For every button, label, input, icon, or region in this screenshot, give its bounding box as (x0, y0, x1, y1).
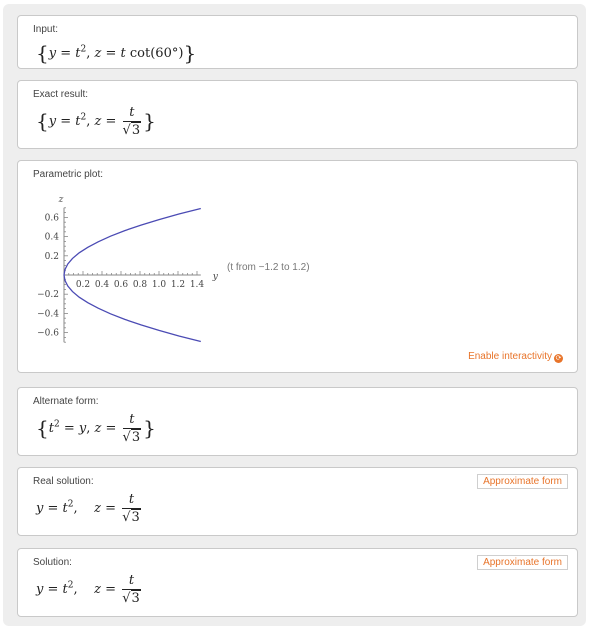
x-tick-label: 1.0 (151, 280, 167, 290)
x-tick-label: 0.4 (94, 280, 110, 290)
parametric-plot (28, 185, 258, 345)
input-pod-title: Input: (33, 24, 59, 35)
real-solution-title: Real solution: (33, 476, 94, 487)
real-solution-pod (17, 467, 578, 536)
exact-result-pod (17, 80, 578, 149)
parametric-plot-title: Parametric plot: (33, 169, 104, 180)
z-tick-label: 0.2 (44, 251, 59, 262)
alternate-form-title: Alternate form: (33, 396, 99, 407)
cot-text: cot(60°) (129, 46, 184, 61)
real-solution-expression: $y = t^2$, z = $\frac{t}{√3}$ (36, 492, 140, 525)
t-range-note: (t from −1.2 to 1.2) (227, 262, 310, 273)
z-tick-label: −0.4 (37, 309, 59, 320)
x-tick-label: 0.8 (132, 280, 148, 290)
z-tick-label: 0.4 (44, 232, 59, 243)
frac-denominator: 3 (131, 123, 141, 138)
real-solution-approximate-form-button[interactable]: Approximate form (477, 474, 568, 489)
x-tick-label: 1.2 (170, 280, 186, 290)
solution-approximate-form-button[interactable]: Approximate form (477, 555, 568, 570)
interactivity-icon: ⟳ (555, 355, 562, 362)
input-expression: {$y = t^2$, z = t cot(60°)} (36, 41, 197, 65)
exact-result-expression: {$y = t^2$, z = $\frac{t}{√3}$ } (36, 105, 156, 138)
z-tick-label: −0.6 (37, 328, 59, 339)
input-pod (17, 15, 578, 69)
exact-result-title: Exact result: (33, 89, 89, 100)
solution-pod (17, 548, 578, 617)
alternate-form-pod (17, 387, 578, 456)
alternate-form-expression: {$t^2 = y$, z = $\frac{t}{√3}$ } (36, 412, 156, 445)
z-tick-label: 0.6 (44, 213, 59, 224)
x-tick-label: 0.6 (113, 280, 129, 290)
x-tick-label: 1.4 (189, 280, 205, 290)
enable-interactivity-label: Enable interactivity (468, 351, 552, 362)
enable-interactivity-link[interactable] (468, 351, 563, 363)
results-container (3, 4, 586, 626)
solution-expression: $y = t^2$, z = $\frac{t}{√3}$ (36, 573, 140, 606)
parametric-plot-pod (17, 160, 578, 373)
z-tick-label: −0.2 (37, 290, 59, 301)
z-axis-label: z (58, 194, 64, 205)
frac-numerator: t (129, 105, 135, 120)
x-tick-label: 0.2 (75, 280, 91, 290)
x-axis-label: y (212, 272, 218, 282)
solution-title: Solution: (33, 557, 72, 568)
